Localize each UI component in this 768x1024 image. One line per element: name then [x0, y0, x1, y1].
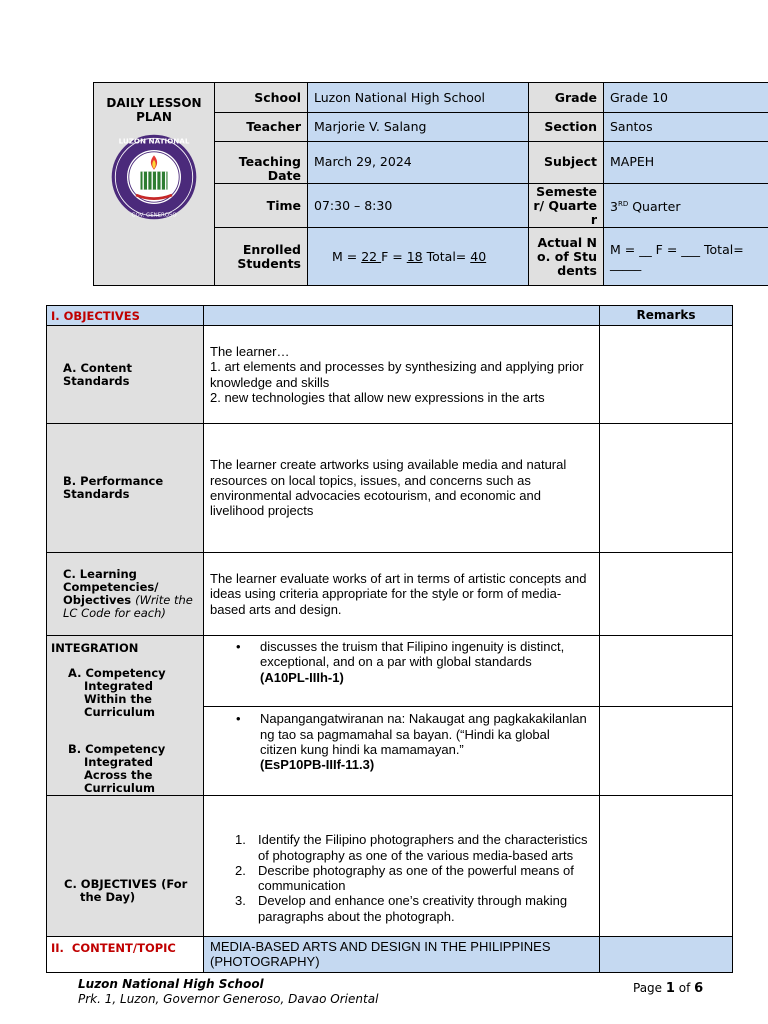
remarks-cell	[600, 424, 733, 553]
subject-label: Subject	[529, 142, 604, 184]
list-item: 3. Develop and enhance one’s creativity through making paragraphs about the photograph.	[235, 893, 568, 924]
date-label: Teaching Date	[215, 142, 308, 184]
remarks-cell	[600, 707, 733, 796]
list-item: 2. Describe photography as one of the powerful means of communication	[235, 862, 574, 894]
school-label: School	[215, 83, 308, 113]
header-table	[93, 82, 768, 286]
learning-competencies-label: C. Learning Competencies/ Objectives (Write the LC Code for each)	[47, 553, 204, 636]
semester-label: Semester/ Quarter	[529, 184, 604, 228]
integration-header: INTEGRATION	[51, 641, 139, 655]
enrolled-label: Enrolled Students	[215, 228, 308, 286]
time-value: 07:30 – 8:30	[308, 184, 529, 228]
subject-value: MAPEH	[604, 142, 768, 184]
remarks-cell	[600, 326, 733, 424]
document-title: DAILY LESSON PLAN	[106, 96, 202, 124]
grade-value: Grade 10	[604, 83, 768, 113]
time-label: Time	[215, 184, 308, 228]
within-curriculum-text: • discusses the truism that Filipino ingenuity is distinct, exceptional, and on a par with global standards (A10PL-IIIh-1)	[204, 636, 600, 707]
across-curriculum-text: • Napangangatwiranan na: Nakaugat ang pagkakakilanlan ng tao sa pagmamahal sa bayan. (“Hindi ka global citizen kung hindi ka mamamayan.” (EsP10PB-IIIf-11.3)	[204, 707, 600, 796]
remarks-header: Remarks	[600, 306, 733, 326]
content-standards-label: A. Content Standards	[47, 326, 204, 424]
page-number: Page 1 of 6	[633, 981, 704, 996]
content-topic-text: MEDIA-BASED ARTS AND DESIGN IN THE PHILIPPINES (PHOTOGRAPHY)	[204, 937, 600, 973]
integration-label-cell	[47, 636, 204, 796]
school-value: Luzon National High School	[308, 83, 529, 113]
teacher-label: Teacher	[215, 113, 308, 142]
footer-address-line: Prk. 1, Luzon, Governor Generoso, Davao Oriental	[78, 992, 379, 1006]
day-objectives-list	[204, 796, 600, 937]
actual-value: M = __ F = ___ Total= _____	[604, 228, 768, 286]
date-value: March 29, 2024	[308, 142, 529, 184]
section-value: Santos	[604, 113, 768, 142]
objectives-table	[46, 305, 733, 973]
objectives-header: I. OBJECTIVES	[47, 306, 204, 326]
footer-school: Luzon National High School	[78, 977, 264, 991]
school-seal-icon	[109, 132, 199, 222]
teacher-value: Marjorie V. Salang	[308, 113, 529, 142]
svg-text:GOV. GENEROSO: GOV. GENEROSO	[131, 212, 177, 219]
remarks-cell	[600, 937, 733, 973]
quarter-value: 3RD Quarter	[604, 184, 768, 228]
enrolled-value: M = 22 F = 18 Total= 40	[308, 228, 529, 286]
actual-label: Actual No. of Students	[529, 228, 604, 286]
remarks-cell	[600, 796, 733, 937]
competency-within-label: A. Competency Integrated Within the Curriculum	[68, 666, 166, 719]
performance-standards-label: B. Performance Standards	[47, 424, 204, 553]
performance-standards-text: The learner create artworks using available media and natural resources on local topics, issues, and concerns such as environmental advocacies ecotourism, and economic and livelihood projects	[204, 424, 600, 553]
section-label: Section	[529, 113, 604, 142]
grade-label: Grade	[529, 83, 604, 113]
day-objectives-label: C. OBJECTIVES (For the Day)	[47, 796, 204, 937]
content-topic-header: II. CONTENT/TOPIC	[47, 937, 204, 973]
svg-text:LUZON NATIONAL: LUZON NATIONAL	[118, 136, 190, 146]
learning-competencies-text: The learner evaluate works of art in terms of artistic concepts and ideas using criteria appropriate for the style or form of media-based arts and design.	[204, 553, 600, 636]
content-standards-text: The learner… 1. art elements and processes by synthesizing and applying prior knowledge and skills 2. new technologies that allow new expressions in the arts	[204, 326, 600, 424]
competency-across-label: B. Competency Integrated Across the Curriculum	[68, 742, 166, 795]
remarks-cell	[600, 636, 733, 707]
list-item: 1. Identify the Filipino photographers and the characteristics of photography as one of the various media-based arts	[235, 832, 588, 863]
objectives-header-blank	[204, 306, 600, 326]
footer-address	[78, 977, 398, 1023]
remarks-cell	[600, 553, 733, 636]
title-cell	[94, 83, 215, 286]
